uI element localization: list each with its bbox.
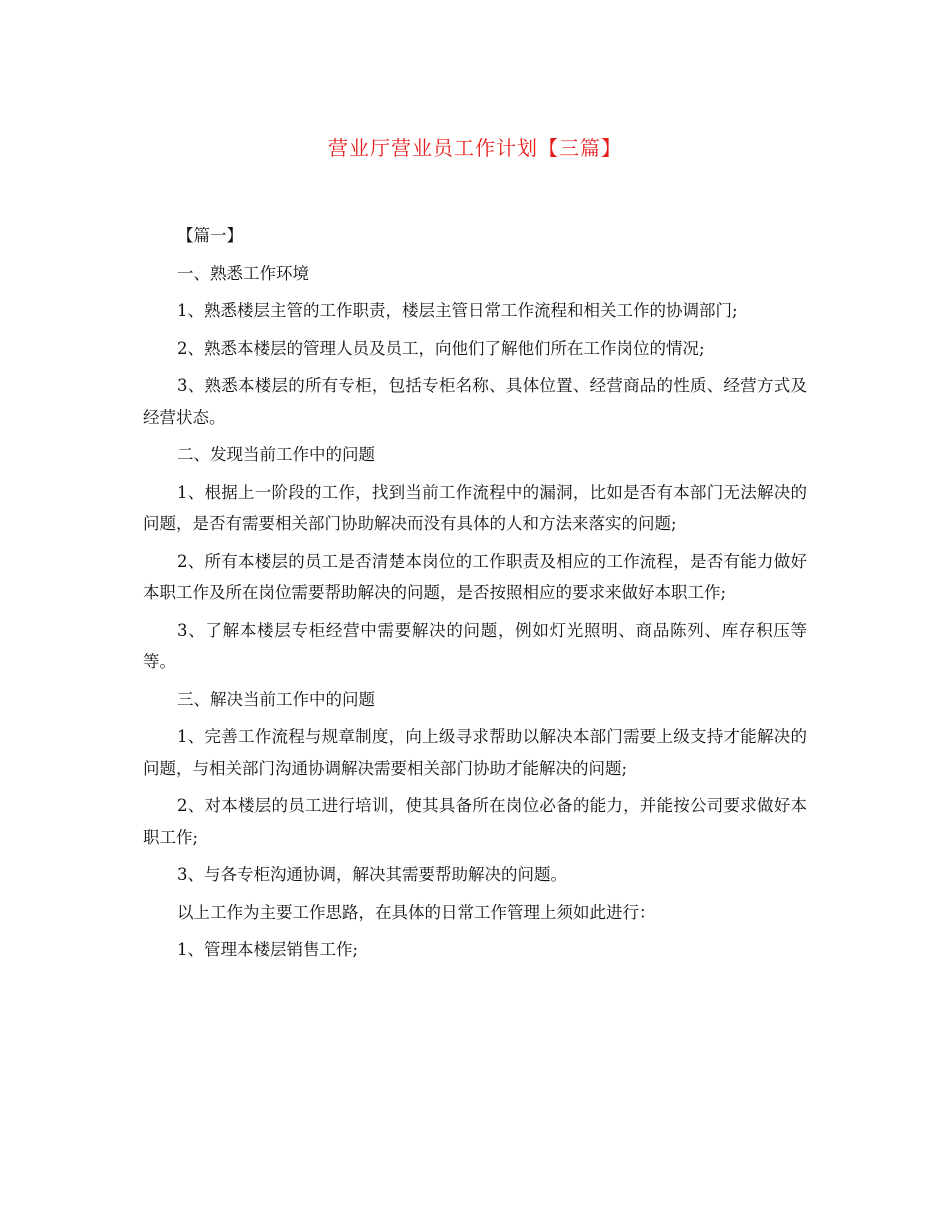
paragraph: 1、完善工作流程与规章制度，向上级寻求帮助以解决本部门需要上级支持才能解决的问题，与相关部门沟通协调解决需要相关部门协助才能解决的问题;	[143, 727, 807, 778]
paragraph: 2、所有本楼层的员工是否清楚本岗位的工作职责及相应的工作流程，是否有能力做好本职工作及所在岗位需要帮助解决的问题，是否按照相应的要求来做好本职工作;	[143, 551, 807, 602]
section-label: 【篇一】	[177, 226, 243, 245]
heading-1: 一、熟悉工作环境	[177, 263, 309, 283]
heading-2: 二、发现当前工作中的问题	[177, 445, 375, 464]
heading-3: 三、解决当前工作中的问题	[177, 689, 375, 709]
paragraph: 1、熟悉楼层主管的工作职责，楼层主管日常工作流程和相关工作的协调部门;	[177, 301, 738, 320]
paragraph: 1、管理本楼层销售工作;	[177, 940, 359, 959]
paragraph: 以上工作为主要工作思路，在具体的日常工作管理上须如此进行：	[177, 902, 656, 922]
paragraph: 2、对本楼层的员工进行培训，使其具备所在岗位必备的能力，并能按公司要求做好本职工作;	[143, 796, 807, 847]
paragraph: 3、了解本楼层专柜经营中需要解决的问题，例如灯光照明、商品陈列、库存积压等等。	[143, 620, 807, 671]
paragraph: 2、熟悉本楼层的管理人员及员工，向他们了解他们所在工作岗位的情况;	[177, 338, 705, 358]
paragraph: 3、与各专柜沟通协调，解决其需要帮助解决的问题。	[177, 865, 567, 884]
paragraph: 1、根据上一阶段的工作，找到当前工作流程中的漏洞，比如是否有本部门无法解决的问题，是否有需要相关部门协助解决而没有具体的人和方法来落实的问题;	[143, 482, 807, 533]
document-body	[143, 220, 807, 972]
document-title: 营业厅营业员工作计划【三篇】	[328, 136, 622, 160]
paragraph: 3、熟悉本楼层的所有专柜，包括专柜名称、具体位置、经营商品的性质、经营方式及经营状态。	[143, 376, 807, 427]
